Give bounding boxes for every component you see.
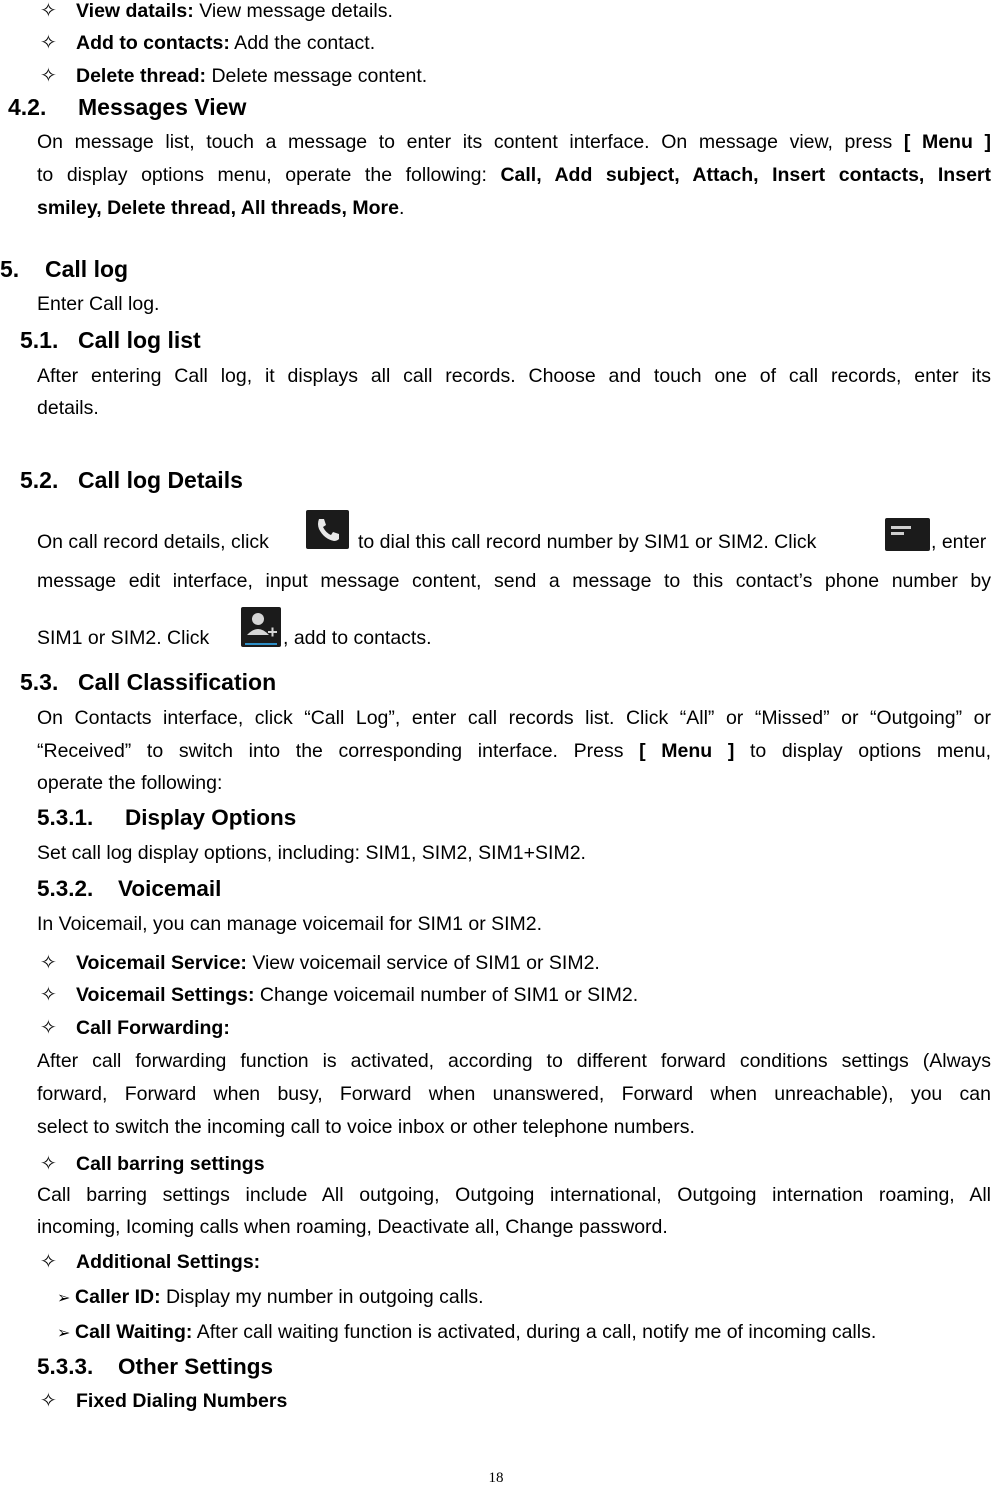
heading-4-2: 4.2. Messages View <box>8 94 247 120</box>
star-bullet-icon: ✧ <box>40 1390 57 1412</box>
s531-text: Set call log display options, including: SIM1, SIM2, SIM1+SIM2. <box>37 842 586 864</box>
sub-call-waiting: ➢ Call Waiting: After call waiting function is activated, during a call, notify me of incoming calls. <box>57 1320 876 1346</box>
s52-line3b: , add to contacts. <box>283 627 432 649</box>
star-bullet-icon: ✧ <box>40 984 57 1006</box>
star-bullet-icon: ✧ <box>40 1017 57 1039</box>
s51-line2: details. <box>37 397 99 419</box>
arrow-bullet-icon: ➢ <box>57 1325 71 1342</box>
bullet-view-details: ✧ View datails: View message details. <box>40 0 393 22</box>
message-icon <box>885 518 930 551</box>
s51-line1: After entering Call log, it displays all call records. Choose and touch one of call records, enter its <box>37 365 991 387</box>
s42-line3: smiley, Delete thread, All threads, More. <box>37 197 405 219</box>
bullet-call-barring: ✧ Call barring settings <box>40 1153 265 1175</box>
s52-line1a: On call record details, click <box>37 531 269 553</box>
bullet-delete-thread: ✧ Delete thread: Delete message content. <box>40 65 428 87</box>
heading-5-1: 5.1. Call log list <box>20 327 201 353</box>
sub-caller-id: ➢ Caller ID: Display my number in outgoing calls. <box>57 1285 484 1311</box>
page-number: 18 <box>488 1470 504 1486</box>
star-bullet-icon: ✧ <box>40 65 57 87</box>
bullet-call-forwarding: ✧ Call Forwarding: <box>40 1017 230 1039</box>
s42-line1: On message list, touch a message to enter its content interface. On message view, press [ Menu ] <box>37 131 991 153</box>
star-bullet-icon: ✧ <box>40 0 57 22</box>
cf-line3: select to switch the incoming call to voice inbox or other telephone numbers. <box>37 1116 695 1138</box>
bullet-fixed-dialing: ✧ Fixed Dialing Numbers <box>40 1390 288 1412</box>
s53-line2: “Received” to switch into the corresponding interface. Press [ Menu ] to display options menu, <box>37 740 992 762</box>
bullet-additional-settings: ✧ Additional Settings: <box>40 1251 261 1273</box>
star-bullet-icon: ✧ <box>40 1251 57 1273</box>
cf-line1: After call forwarding function is activated, according to different forward conditions settings (Always <box>37 1050 991 1072</box>
cb-line2: incoming, Icoming calls when roaming, Deactivate all, Change password. <box>37 1216 668 1238</box>
star-bullet-icon: ✧ <box>40 1153 57 1175</box>
bullet-voicemail-settings: ✧ Voicemail Settings: Change voicemail number of SIM1 or SIM2. <box>40 984 639 1006</box>
heading-5: 5. Call log <box>0 256 129 282</box>
heading-5-3-2: 5.3.2. Voicemail <box>37 876 222 901</box>
heading-5-3-3: 5.3.3. Other Settings <box>37 1354 274 1379</box>
phone-icon <box>306 510 349 549</box>
s53-line3: operate the following: <box>37 772 223 794</box>
heading-5-3-1: 5.3.1. Display Options <box>37 805 297 830</box>
bullet-voicemail-service: ✧ Voicemail Service: View voicemail service of SIM1 or SIM2. <box>40 952 600 974</box>
star-bullet-icon: ✧ <box>40 952 57 974</box>
heading-5-2: 5.2. Call log Details <box>20 467 243 493</box>
star-bullet-icon: ✧ <box>40 32 57 54</box>
s52-line2: message edit interface, input message content, send a message to this contact’s phone number by <box>37 570 991 592</box>
s532-text: In Voicemail, you can manage voicemail for SIM1 or SIM2. <box>37 913 543 935</box>
s52-line1c: , enter <box>931 531 987 553</box>
s53-line1: On Contacts interface, click “Call Log”, enter call records list. Click “All” or “Missed” or “Outgoing” or <box>37 707 991 729</box>
cf-line2: forward, Forward when busy, Forward when unanswered, Forward when unreachable), you can <box>37 1083 991 1105</box>
heading-5-3: 5.3. Call Classification <box>20 669 277 695</box>
arrow-bullet-icon: ➢ <box>57 1290 71 1307</box>
s52-line1b: to dial this call record number by SIM1 or SIM2. Click <box>358 531 817 553</box>
bullet-add-to-contacts: ✧ Add to contacts: Add the contact. <box>40 32 376 54</box>
s5-text: Enter Call log. <box>37 293 160 315</box>
add-contact-icon <box>241 607 281 647</box>
cb-line1: Call barring settings include All outgoing, Outgoing international, Outgoing internation roaming, All <box>37 1184 991 1206</box>
s52-line3a: SIM1 or SIM2. Click <box>37 627 210 649</box>
s42-line2: to display options menu, operate the following: Call, Add subject, Attach, Insert contacts, Insert <box>37 164 991 186</box>
